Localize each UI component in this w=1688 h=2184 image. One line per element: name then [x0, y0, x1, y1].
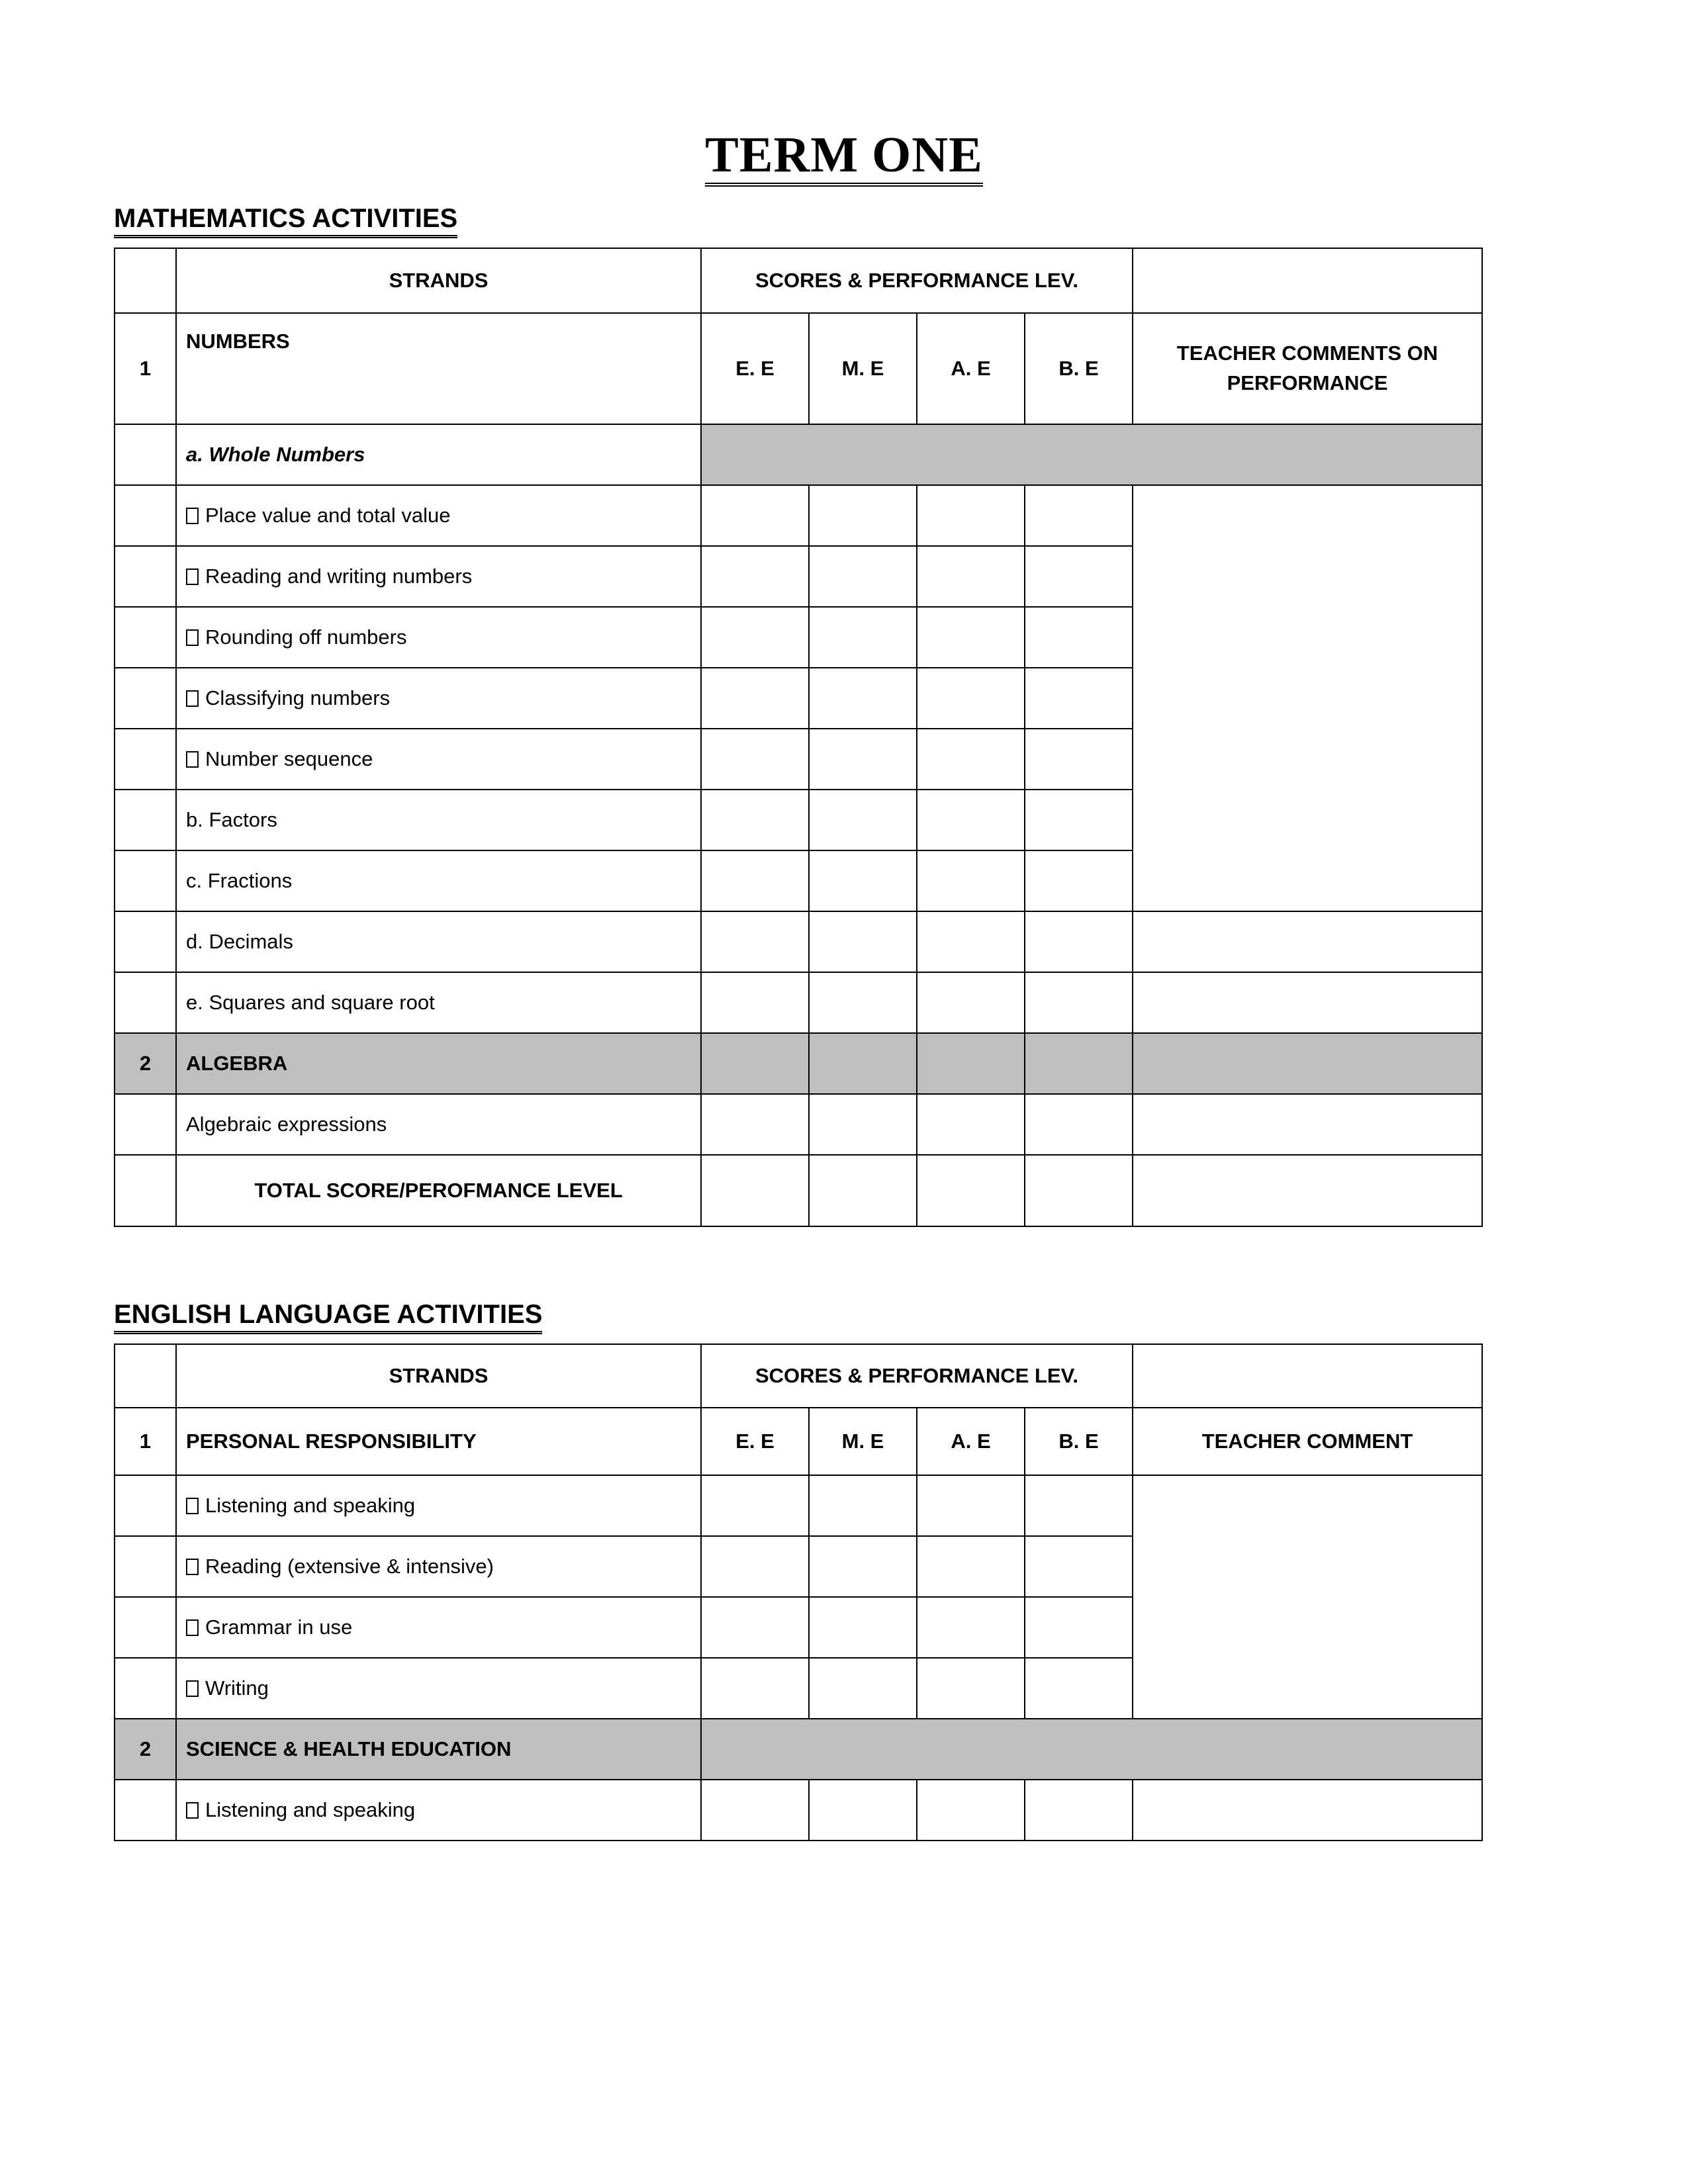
- table-subheader-row: [115, 313, 1482, 424]
- row-label-text: Writing: [205, 1676, 269, 1700]
- teacher-comment-cell[interactable]: [1133, 972, 1482, 1033]
- table-row: [115, 424, 1482, 485]
- table-row: [115, 1719, 1482, 1780]
- section-heading-mathematics-text: MATHEMATICS ACTIVITIES: [114, 204, 457, 238]
- row-label-text: Reading and writing numbers: [205, 565, 473, 588]
- score-cell-ee[interactable]: [701, 546, 809, 607]
- row-label-cell: [176, 1658, 701, 1719]
- score-cell-ee[interactable]: [701, 1780, 809, 1841]
- score-cell-ae[interactable]: [917, 485, 1025, 546]
- row-label-cell: [176, 1780, 701, 1841]
- score-cell-me[interactable]: [809, 607, 917, 668]
- score-cell-me[interactable]: [809, 972, 917, 1033]
- section-heading-mathematics: [114, 204, 1688, 238]
- score-cell-be[interactable]: [1025, 729, 1133, 790]
- subheader-index-cell: 1: [115, 1408, 176, 1475]
- section-heading-english: [114, 1300, 1688, 1334]
- total-index-cell: [115, 1155, 176, 1226]
- score-cell-ae[interactable]: [917, 1475, 1025, 1536]
- subheader-strand-name-cell: PERSONAL RESPONSIBILITY: [176, 1408, 701, 1475]
- bullet-square-icon: [186, 690, 199, 707]
- total-comment-cell[interactable]: [1133, 1155, 1482, 1226]
- row-label-text: Rounding off numbers: [205, 625, 407, 649]
- row-index-cell: [115, 972, 176, 1033]
- row-index-cell: 2: [115, 1033, 176, 1094]
- score-cell-ee[interactable]: [701, 850, 809, 911]
- score-cell-ae[interactable]: [917, 1094, 1025, 1155]
- header-blank-cell: [1133, 248, 1482, 313]
- score-cell-ee: [701, 1033, 809, 1094]
- score-cell-be[interactable]: [1025, 790, 1133, 850]
- row-label-text: Reading (extensive & intensive): [205, 1555, 494, 1578]
- row-index-cell: [115, 546, 176, 607]
- row-label-cell: [176, 485, 701, 546]
- subheader-score-me: M. E: [809, 313, 917, 424]
- mathematics-activities-table: [114, 248, 1483, 1227]
- header-scores-cell: SCORES & PERFORMANCE LEV.: [701, 1344, 1133, 1408]
- score-cell-be[interactable]: [1025, 1536, 1133, 1597]
- score-cell-ee[interactable]: [701, 1536, 809, 1597]
- row-label-text: Place value and total value: [205, 504, 451, 527]
- score-cell-me[interactable]: [809, 729, 917, 790]
- bullet-square-icon: [186, 1619, 199, 1636]
- bullet-square-icon: [186, 508, 199, 524]
- score-cell-ae[interactable]: [917, 729, 1025, 790]
- score-cell-me[interactable]: [809, 485, 917, 546]
- row-label-text: Number sequence: [205, 747, 373, 770]
- subheader-score-ee: E. E: [701, 313, 809, 424]
- score-cell-me[interactable]: [809, 1780, 917, 1841]
- bullet-square-icon: [186, 1680, 199, 1697]
- score-cell-ee[interactable]: [701, 668, 809, 729]
- subheader-index-cell: 1: [115, 313, 176, 424]
- score-cell-be[interactable]: [1025, 1475, 1133, 1536]
- table-header-row: [115, 248, 1482, 313]
- row-shaded-span: [701, 424, 1482, 485]
- row-label-text: Classifying numbers: [205, 686, 391, 709]
- table-row: [115, 1033, 1482, 1094]
- row-label-cell: Algebraic expressions: [176, 1094, 701, 1155]
- score-cell-ee[interactable]: [701, 1597, 809, 1658]
- score-cell-ee[interactable]: [701, 729, 809, 790]
- section-heading-english-text: ENGLISH LANGUAGE ACTIVITIES: [114, 1300, 542, 1334]
- row-label-cell: c. Fractions: [176, 850, 701, 911]
- total-score-be[interactable]: [1025, 1155, 1133, 1226]
- score-cell-me[interactable]: [809, 790, 917, 850]
- score-cell-ae[interactable]: [917, 1536, 1025, 1597]
- score-cell-me[interactable]: [809, 1658, 917, 1719]
- subheader-score-ae: A. E: [917, 313, 1025, 424]
- bullet-square-icon: [186, 569, 199, 585]
- score-cell-be[interactable]: [1025, 1780, 1133, 1841]
- page-title: [0, 0, 1688, 187]
- score-cell-ae[interactable]: [917, 1780, 1025, 1841]
- header-blank-cell: [1133, 1344, 1482, 1408]
- score-cell-ae[interactable]: [917, 546, 1025, 607]
- header-index-cell: [115, 1344, 176, 1408]
- row-label-cell: b. Factors: [176, 790, 701, 850]
- row-index-cell: [115, 607, 176, 668]
- score-cell-ae[interactable]: [917, 668, 1025, 729]
- page-title-text: TERM ONE: [705, 130, 983, 187]
- row-label-cell: SCIENCE & HEALTH EDUCATION: [176, 1719, 701, 1780]
- score-cell-be[interactable]: [1025, 485, 1133, 546]
- teacher-comment-cell[interactable]: [1133, 911, 1482, 972]
- score-cell-me[interactable]: [809, 911, 917, 972]
- score-cell-be[interactable]: [1025, 546, 1133, 607]
- bullet-square-icon: [186, 1498, 199, 1514]
- row-label-cell: [176, 1475, 701, 1536]
- score-cell-ae[interactable]: [917, 972, 1025, 1033]
- total-score-ee[interactable]: [701, 1155, 809, 1226]
- table-header-row: [115, 1344, 1482, 1408]
- score-cell-ee[interactable]: [701, 911, 809, 972]
- subheader-score-be: B. E: [1025, 1408, 1133, 1475]
- table-total-row: [115, 1155, 1482, 1226]
- row-label-cell: a. Whole Numbers: [176, 424, 701, 485]
- row-index-cell: [115, 1094, 176, 1155]
- score-cell-ee[interactable]: [701, 485, 809, 546]
- score-cell-be[interactable]: [1025, 911, 1133, 972]
- score-cell-ee[interactable]: [701, 972, 809, 1033]
- subheader-strand-name-cell: NUMBERS: [176, 313, 701, 424]
- row-shaded-span: [701, 1719, 1482, 1780]
- total-label-cell: TOTAL SCORE/PEROFMANCE LEVEL: [176, 1155, 701, 1226]
- teacher-comment-cell[interactable]: [1133, 1094, 1482, 1155]
- score-cell-ee[interactable]: [701, 607, 809, 668]
- subheader-score-ee: E. E: [701, 1408, 809, 1475]
- table-row: [115, 485, 1482, 546]
- row-index-cell: [115, 790, 176, 850]
- score-cell-me[interactable]: [809, 1536, 917, 1597]
- row-label-cell: e. Squares and square root: [176, 972, 701, 1033]
- teacher-comment-cell[interactable]: [1133, 1780, 1482, 1841]
- row-index-cell: [115, 668, 176, 729]
- row-label-cell: [176, 607, 701, 668]
- header-scores-cell: SCORES & PERFORMANCE LEV.: [701, 248, 1133, 313]
- subheader-score-ae: A. E: [917, 1408, 1025, 1475]
- row-index-cell: [115, 424, 176, 485]
- row-label-cell: [176, 1536, 701, 1597]
- table-subheader-row: [115, 1408, 1482, 1475]
- score-cell-ee[interactable]: [701, 790, 809, 850]
- row-index-cell: [115, 1597, 176, 1658]
- table-row: [115, 1094, 1482, 1155]
- english-language-activities-table: [114, 1343, 1483, 1841]
- header-strands-cell: STRANDS: [176, 1344, 701, 1408]
- row-label-text: Listening and speaking: [205, 1494, 416, 1517]
- score-cell-me[interactable]: [809, 850, 917, 911]
- subheader-score-be: B. E: [1025, 313, 1133, 424]
- score-cell-ae[interactable]: [917, 850, 1025, 911]
- subheader-comment-line1: TEACHER COMMENTS ON: [1176, 341, 1438, 365]
- total-score-ae[interactable]: [917, 1155, 1025, 1226]
- score-cell-be[interactable]: [1025, 1597, 1133, 1658]
- subheader-comment-col: TEACHER COMMENT: [1133, 1408, 1482, 1475]
- table-row: [115, 1475, 1482, 1536]
- row-index-cell: 2: [115, 1719, 176, 1780]
- score-cell-be[interactable]: [1025, 668, 1133, 729]
- row-label-text: Grammar in use: [205, 1615, 353, 1639]
- score-cell-me[interactable]: [809, 1475, 917, 1536]
- row-index-cell: [115, 1475, 176, 1536]
- score-cell-be[interactable]: [1025, 972, 1133, 1033]
- subheader-comment-col: [1133, 313, 1482, 424]
- row-index-cell: [115, 1780, 176, 1841]
- bullet-square-icon: [186, 1802, 199, 1819]
- section-gap: [0, 1227, 1688, 1300]
- row-index-cell: [115, 729, 176, 790]
- row-index-cell: [115, 485, 176, 546]
- teacher-comment-cell: [1133, 1033, 1482, 1094]
- score-cell-ee[interactable]: [701, 1094, 809, 1155]
- bullet-square-icon: [186, 751, 199, 768]
- score-cell-be: [1025, 1033, 1133, 1094]
- teacher-comment-cell[interactable]: [1133, 485, 1482, 911]
- score-cell-ae[interactable]: [917, 1597, 1025, 1658]
- score-cell-ae: [917, 1033, 1025, 1094]
- row-index-cell: [115, 1536, 176, 1597]
- row-label-cell: [176, 1597, 701, 1658]
- table-row: [115, 1780, 1482, 1841]
- score-cell-me[interactable]: [809, 668, 917, 729]
- score-cell-be[interactable]: [1025, 607, 1133, 668]
- teacher-comment-cell[interactable]: [1133, 1475, 1482, 1719]
- bullet-square-icon: [186, 1559, 199, 1575]
- score-cell-be[interactable]: [1025, 850, 1133, 911]
- row-index-cell: [115, 850, 176, 911]
- score-cell-me[interactable]: [809, 1597, 917, 1658]
- row-label-cell: [176, 668, 701, 729]
- row-index-cell: [115, 1658, 176, 1719]
- score-cell-ae[interactable]: [917, 911, 1025, 972]
- subheader-comment-line2: PERFORMANCE: [1227, 371, 1388, 394]
- row-label-text: Listening and speaking: [205, 1798, 416, 1821]
- score-cell-ae[interactable]: [917, 790, 1025, 850]
- bullet-square-icon: [186, 629, 199, 646]
- row-index-cell: [115, 911, 176, 972]
- score-cell-me[interactable]: [809, 1094, 917, 1155]
- subheader-score-me: M. E: [809, 1408, 917, 1475]
- row-label-cell: d. Decimals: [176, 911, 701, 972]
- score-cell-ee[interactable]: [701, 1658, 809, 1719]
- table-row: [115, 972, 1482, 1033]
- score-cell-ae[interactable]: [917, 607, 1025, 668]
- score-cell-me[interactable]: [809, 546, 917, 607]
- row-label-cell: ALGEBRA: [176, 1033, 701, 1094]
- header-index-cell: [115, 248, 176, 313]
- total-score-me[interactable]: [809, 1155, 917, 1226]
- score-cell-me: [809, 1033, 917, 1094]
- score-cell-ee[interactable]: [701, 1475, 809, 1536]
- row-label-cell: [176, 546, 701, 607]
- table-row: [115, 911, 1482, 972]
- score-cell-be[interactable]: [1025, 1658, 1133, 1719]
- score-cell-ae[interactable]: [917, 1658, 1025, 1719]
- header-strands-cell: STRANDS: [176, 248, 701, 313]
- row-label-cell: [176, 729, 701, 790]
- score-cell-be[interactable]: [1025, 1094, 1133, 1155]
